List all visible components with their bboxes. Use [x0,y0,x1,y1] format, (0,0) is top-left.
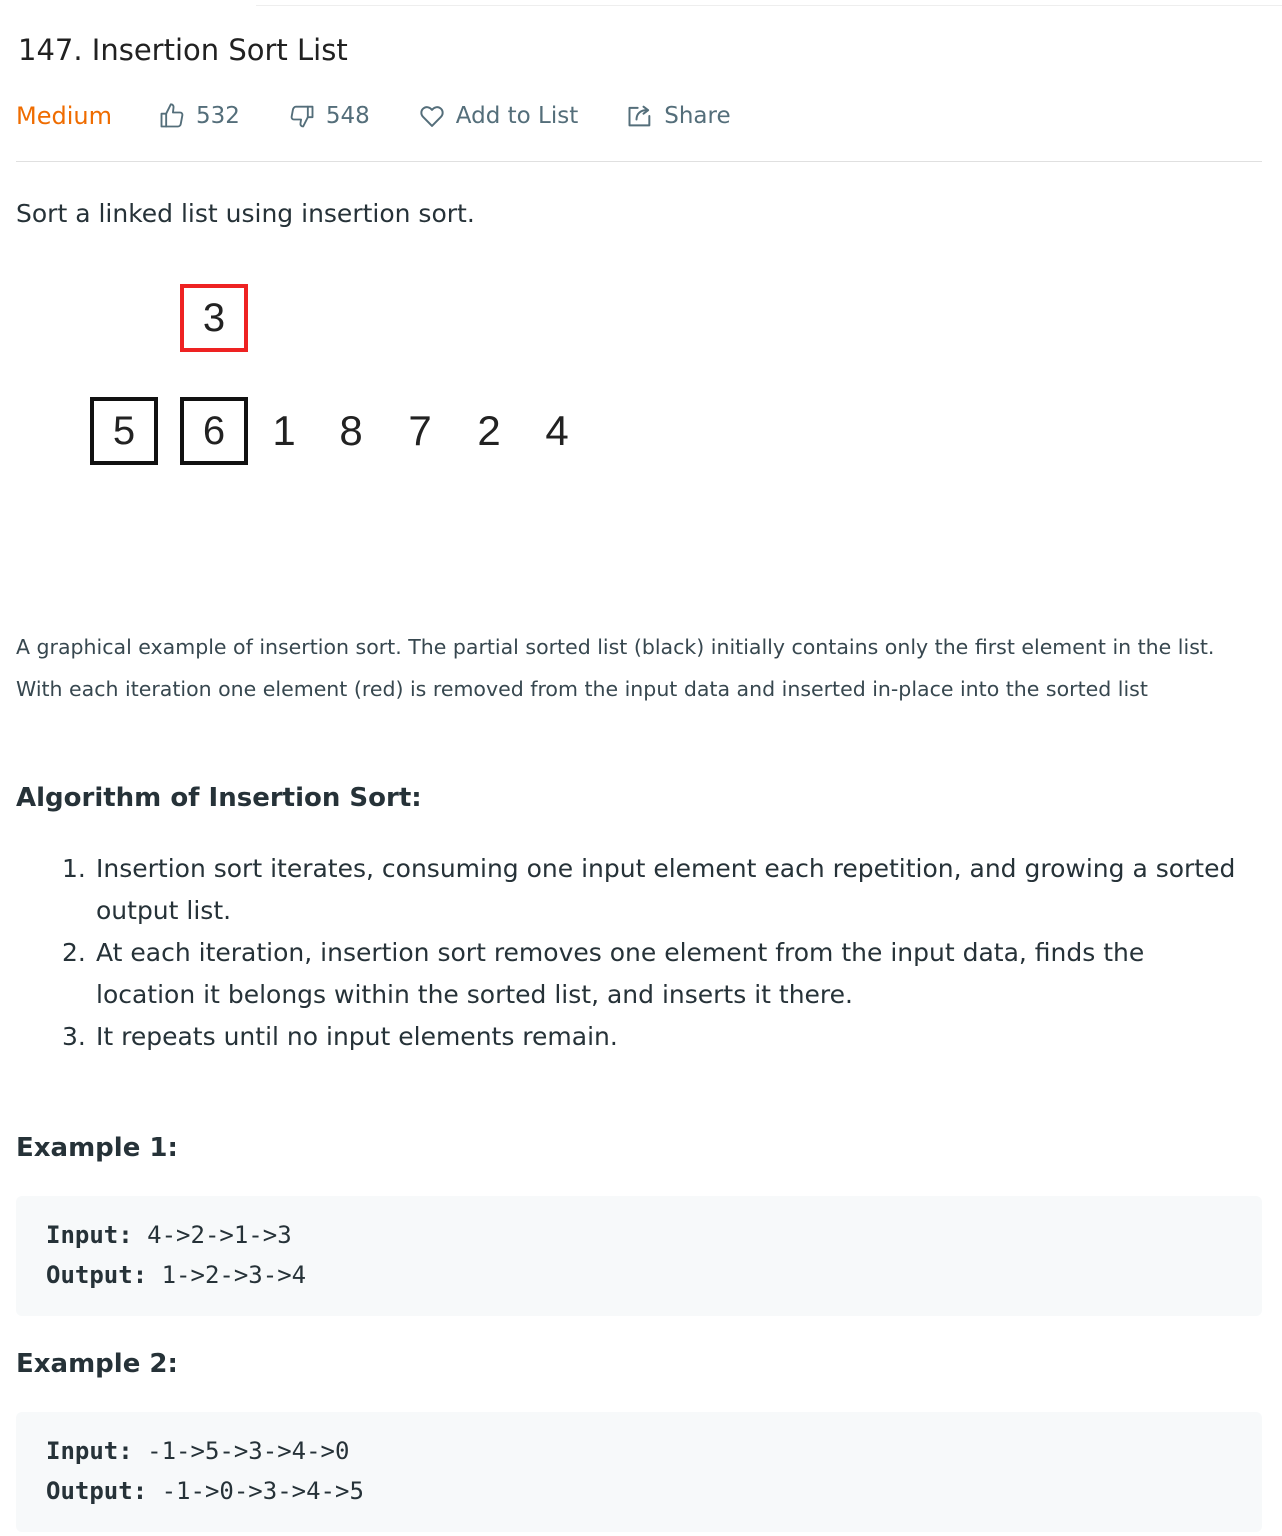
step-text: At each iteration, insertion sort removes one element from the input data, finds the [96,938,1145,967]
step-number: 2. [62,938,86,967]
output-label: Output: [46,1477,148,1505]
sorted-element: 6 [180,397,248,465]
insertion-sort-figure [80,270,600,490]
step-text: output list. [96,896,232,925]
problem-meta-bar [16,96,779,136]
problem-intro: Sort a linked list using insertion sort. [16,199,475,228]
step-text: It repeats until no input elements remain. [96,1022,618,1051]
example-output-row [46,1255,1232,1295]
step-text: Insertion sort iterates, consuming one input element each repetition, and growing a sorted [96,854,1236,883]
difficulty-label: Medium [16,102,112,130]
example-heading: Example 1: [16,1133,178,1163]
output-value: -1->0->3->4->5 [161,1477,364,1505]
step-number: 3. [62,1022,86,1051]
share-label: Share [664,103,731,129]
add-to-list-label: Add to List [455,103,579,129]
example-code-block [16,1196,1262,1316]
step-number: 1. [62,854,86,883]
thumbs-up-icon [158,102,186,130]
output-value: 1->2->3->4 [161,1261,307,1289]
algorithm-heading: Algorithm of Insertion Sort: [16,783,422,813]
example-heading: Example 2: [16,1349,178,1379]
input-value: 4->2->1->3 [147,1221,292,1249]
unsorted-element: 4 [545,407,569,454]
dislike-count: 548 [325,103,370,129]
example-code-block [16,1412,1262,1532]
share-button[interactable] [626,102,730,130]
example-input-row [46,1215,1232,1255]
input-value: -1->5->3->4->0 [147,1437,350,1465]
problem-title: 147. Insertion Sort List [18,33,348,67]
figure-caption [16,626,1276,710]
caption-line: With each iteration one element (red) is removed from the input data and inserted in-place into the sorted list [16,677,1148,701]
like-count: 532 [195,103,240,129]
input-label: Input: [46,1221,133,1249]
highlighted-element: 3 [180,284,248,352]
unsorted-element: 8 [339,407,363,454]
input-label: Input: [46,1437,133,1465]
share-icon [626,102,654,130]
top-border [256,0,1282,6]
dislike-button[interactable] [288,102,370,130]
example-input-row [46,1431,1232,1471]
unsorted-element: 7 [408,407,432,454]
list-item [16,932,1276,1016]
output-label: Output: [46,1261,148,1289]
algorithm-steps [16,848,1276,1058]
unsorted-element: 1 [272,407,296,454]
like-button[interactable] [158,102,240,130]
header-divider [16,161,1262,162]
list-item [16,848,1276,932]
sorted-element: 5 [90,397,158,465]
unsorted-element: 2 [477,407,501,454]
step-text: location it belongs within the sorted list, and inserts it there. [96,980,853,1009]
list-item [16,1016,1276,1058]
add-to-list-button[interactable] [418,102,578,130]
thumbs-down-icon [288,102,316,130]
caption-line: A graphical example of insertion sort. The partial sorted list (black) initially contains only the first element in the list. [16,635,1215,659]
heart-icon [418,102,446,130]
example-output-row [46,1471,1232,1511]
